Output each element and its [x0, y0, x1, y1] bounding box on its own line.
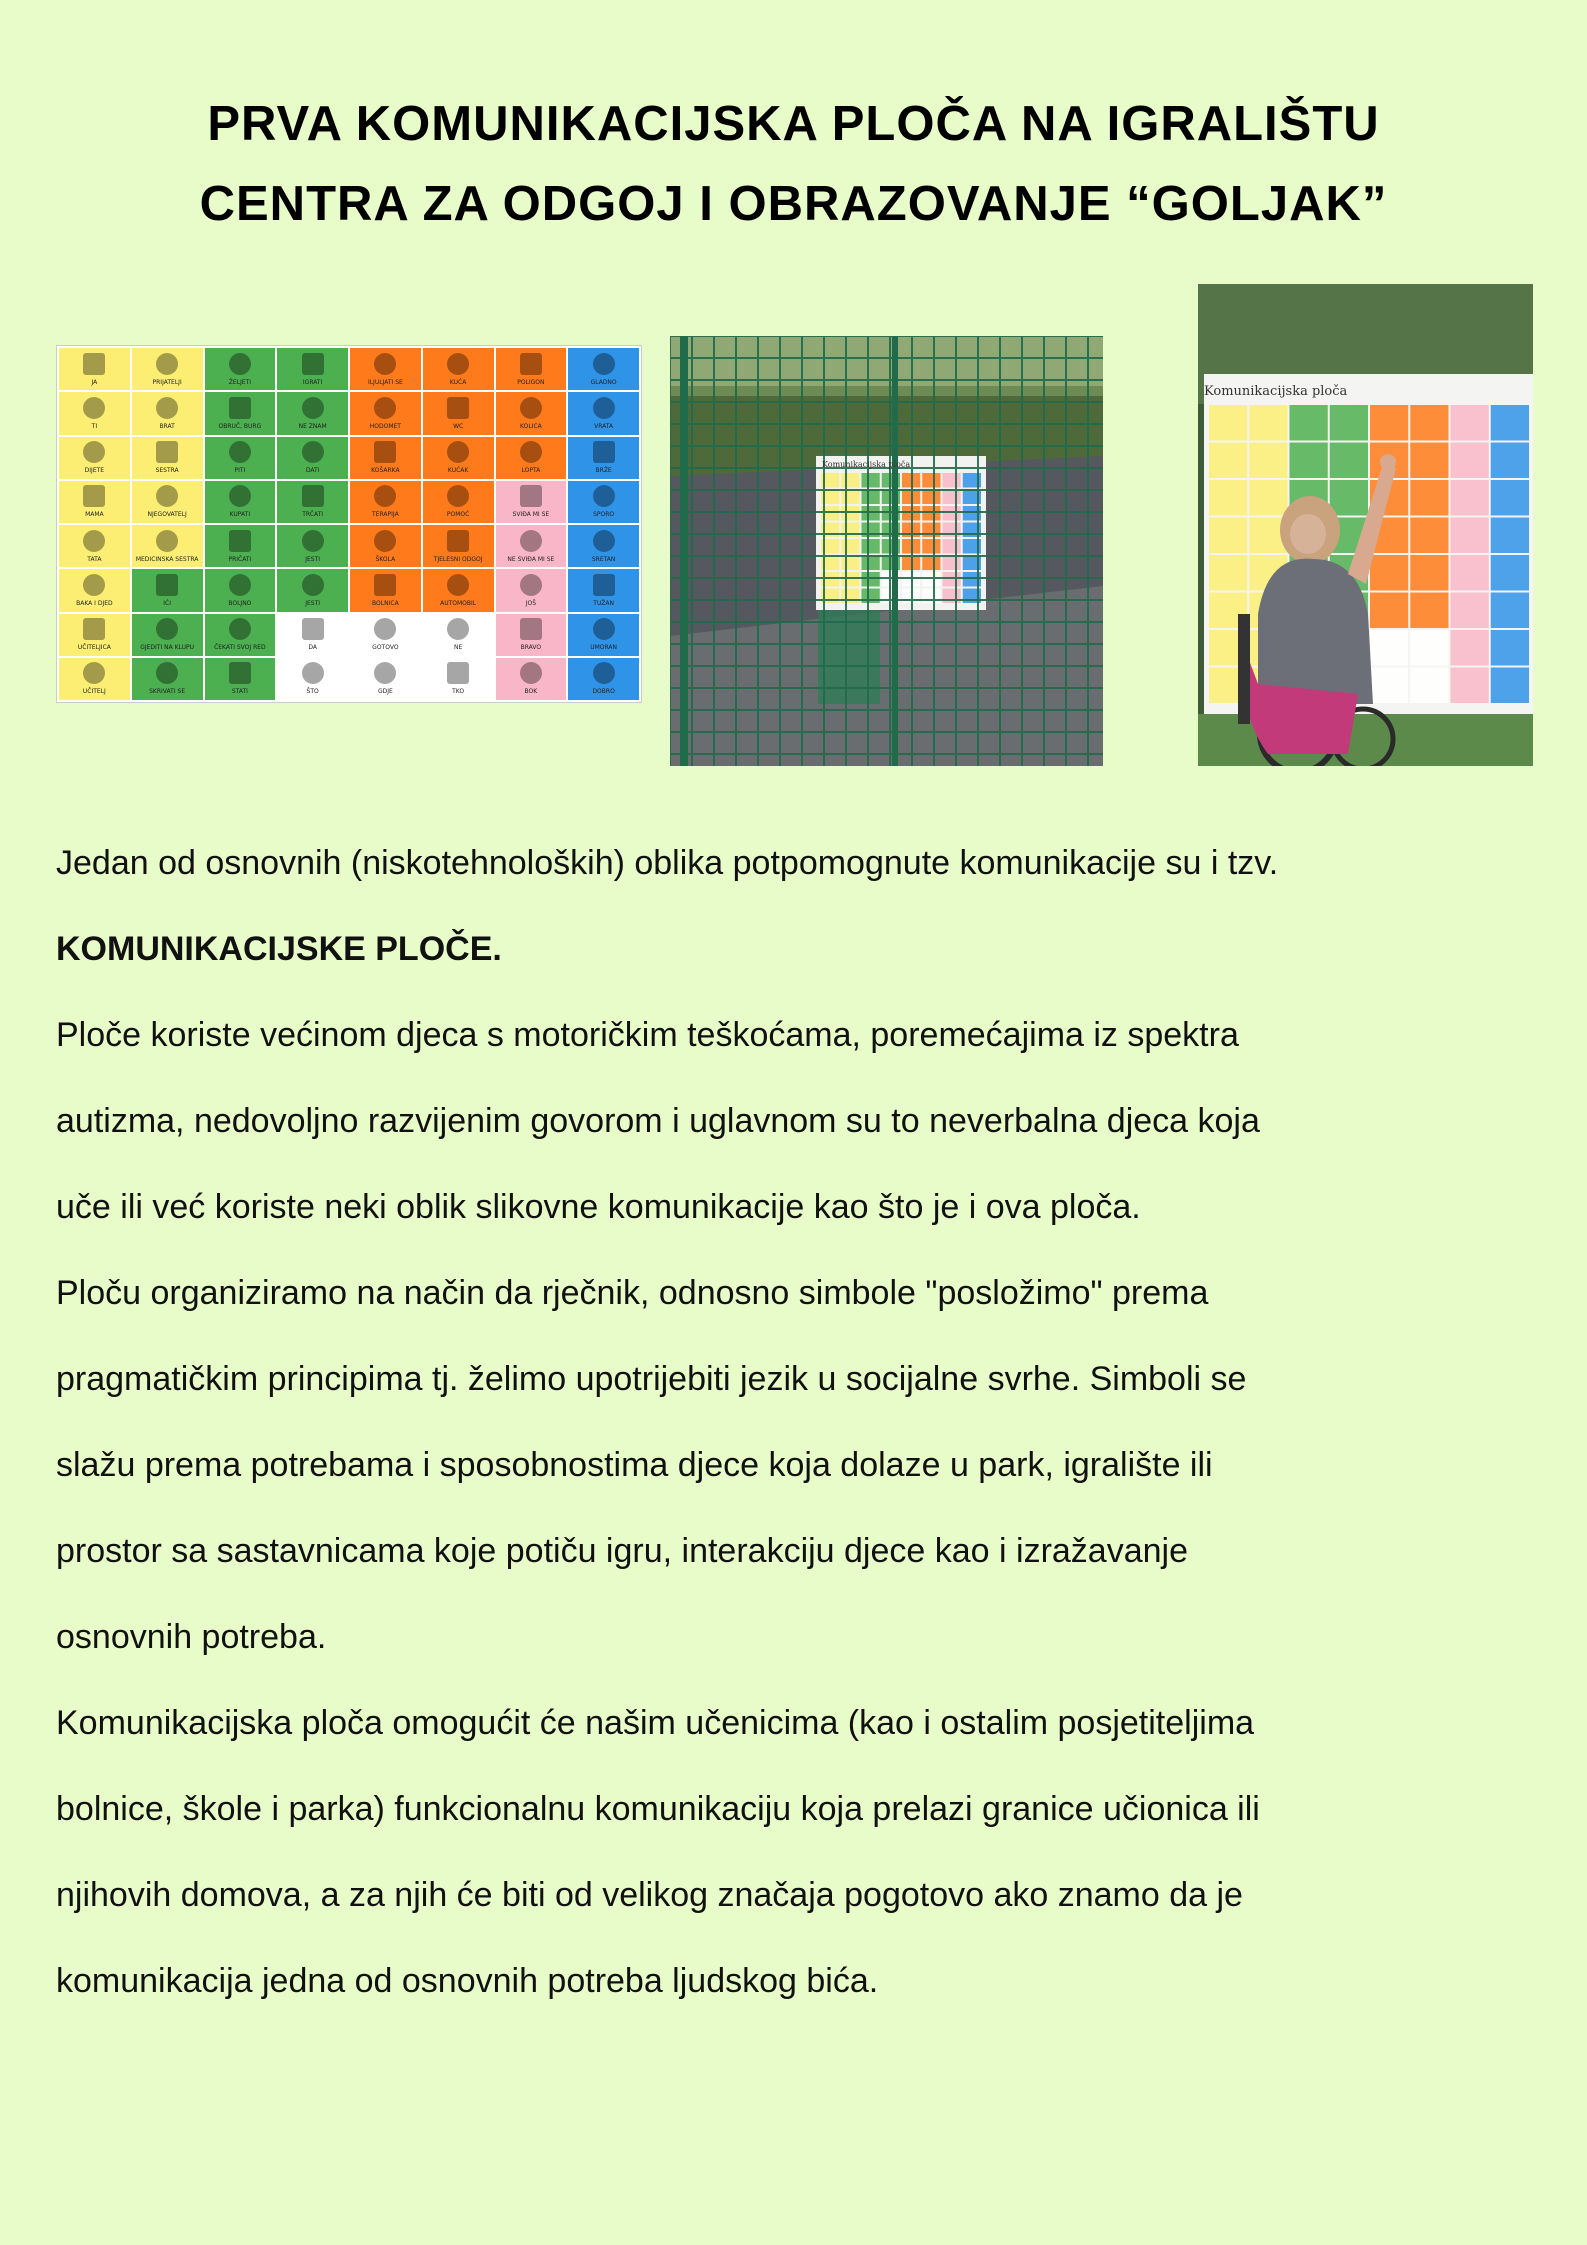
- board-cell: [568, 348, 639, 390]
- board-cell-label: TI: [91, 422, 98, 430]
- board-cell: [568, 481, 639, 523]
- symbol-icon: [83, 530, 105, 552]
- board-cell: [568, 437, 639, 479]
- paragraph-line: uče ili već koriste neki oblik slikovne komunikacije kao što je i ova ploča.: [56, 1188, 1141, 1226]
- mini-board-cell: [1451, 480, 1489, 516]
- symbol-icon: [374, 485, 396, 507]
- mini-board-cell: [1370, 555, 1408, 591]
- symbol-icon: [520, 530, 542, 552]
- board-cell-label: LOPTA: [521, 467, 541, 475]
- symbol-icon: [593, 397, 615, 419]
- board-cell-label: OBRUČ, BURG: [218, 422, 262, 430]
- mini-board-cell: [943, 473, 961, 488]
- board-cell: [132, 614, 203, 656]
- symbol-icon: [302, 397, 324, 419]
- board-cell: [496, 614, 567, 656]
- child-pointing-photo: [1198, 284, 1533, 766]
- symbol-icon: [83, 662, 105, 684]
- board-cell-label: SRETAN: [591, 555, 616, 563]
- mini-board-cell: [1410, 593, 1448, 629]
- symbol-icon: [156, 485, 178, 507]
- board-cell-label: JESTI: [305, 555, 321, 563]
- symbol-icon: [593, 485, 615, 507]
- symbol-icon: [83, 574, 105, 596]
- board-cell: [132, 437, 203, 479]
- mini-board-cell: [1451, 405, 1489, 441]
- board-cell: [423, 392, 494, 434]
- symbol-icon: [302, 530, 324, 552]
- board-cell: [423, 569, 494, 611]
- symbol-icon: [302, 485, 324, 507]
- symbol-icon: [156, 662, 178, 684]
- page-title: [0, 84, 1587, 244]
- board-cell-label: UČITELJ: [82, 688, 106, 696]
- mini-board-cell: [1491, 443, 1529, 479]
- symbol-icon: [447, 485, 469, 507]
- board-cell-label: UČITELJICA: [77, 644, 111, 652]
- board-cell-label: POLIGON: [517, 378, 545, 386]
- mini-board-cell: [1330, 443, 1368, 479]
- symbol-icon: [156, 353, 178, 375]
- mini-board-cell: [1491, 555, 1529, 591]
- board-cell-label: ŠTO: [306, 688, 319, 696]
- symbol-icon: [83, 441, 105, 463]
- board-cell: [423, 348, 494, 390]
- mini-board-cell: [1410, 405, 1448, 441]
- mini-board-cell: [1209, 443, 1247, 479]
- mini-board-cell: [1410, 518, 1448, 554]
- symbol-icon: [83, 618, 105, 640]
- mini-board-cell: [943, 490, 961, 505]
- board-cell: [205, 569, 276, 611]
- board-cell: [350, 614, 421, 656]
- symbol-icon: [83, 397, 105, 419]
- paragraph-line: Jedan od osnovnih (niskotehnoloških) oblika potpomognute komunikacije su i tzv.: [56, 844, 1279, 882]
- mini-board-cell: [922, 490, 940, 505]
- board-cell: [568, 525, 639, 567]
- board-cell-label: DIJETE: [84, 467, 105, 475]
- symbol-icon: [83, 353, 105, 375]
- mini-board-cell: [1370, 630, 1408, 666]
- mini-board-cell: [922, 556, 940, 571]
- board-cell-label: BOLNICA: [372, 599, 399, 607]
- board-cell: [205, 348, 276, 390]
- board-cell: [350, 437, 421, 479]
- mini-board-cell: [1491, 593, 1529, 629]
- board-cell: [568, 658, 639, 700]
- symbol-icon: [447, 530, 469, 552]
- symbol-icon: [447, 618, 469, 640]
- board-cell-label: DA: [308, 644, 317, 652]
- board-cell: [59, 392, 130, 434]
- paragraph-line: Komunikacijska ploča omogućit će našim učenicima (kao i ostalim posjetiteljima: [56, 1704, 1255, 1742]
- symbol-icon: [447, 574, 469, 596]
- mini-board-cell: [922, 539, 940, 554]
- symbol-icon: [520, 397, 542, 419]
- board-cell: [568, 614, 639, 656]
- child-photo-illustration: [1198, 284, 1533, 766]
- symbol-icon: [520, 441, 542, 463]
- board-cell: [59, 525, 130, 567]
- board-cell-label: KUĆA: [449, 378, 467, 386]
- board-cell-label: NJEGOVATELJ: [147, 511, 187, 519]
- symbol-icon: [593, 662, 615, 684]
- mini-board-cell: [1370, 668, 1408, 704]
- board-cell-label: IGRATI: [302, 378, 323, 386]
- board-cell-label: PITI: [234, 467, 246, 475]
- mini-board-cell: [1249, 443, 1287, 479]
- board-cell-label: IĆI: [163, 599, 171, 607]
- symbol-icon: [229, 530, 251, 552]
- board-cell-label: TUŽAN: [593, 599, 614, 607]
- mini-board-cell: [1410, 668, 1448, 704]
- symbol-icon: [520, 662, 542, 684]
- symbol-icon: [302, 618, 324, 640]
- paragraph-line: osnovnih potreba.: [56, 1618, 327, 1656]
- mini-board-cell: [1209, 480, 1247, 516]
- paragraph-line: slažu prema potrebama i sposobnostima djece koja dolaze u park, igralište ili: [56, 1446, 1213, 1484]
- board-cell: [132, 348, 203, 390]
- symbol-icon: [593, 441, 615, 463]
- mini-board-cell: [1491, 518, 1529, 554]
- symbol-icon: [520, 353, 542, 375]
- mini-board-cell: [1209, 405, 1247, 441]
- mini-board-cell: [841, 506, 859, 521]
- board-cell-label: BRAT: [159, 422, 175, 430]
- board-cell: [496, 348, 567, 390]
- paragraph-line: Ploču organiziramo na način da rječnik, odnosno simbole "posložimo" prema: [56, 1274, 1209, 1312]
- board-cell: [350, 481, 421, 523]
- board-cell-label: DATI: [305, 467, 320, 475]
- board-cell: [423, 614, 494, 656]
- board-cell-label: GLADNO: [590, 378, 617, 386]
- board-cell: [59, 348, 130, 390]
- bold-heading: KOMUNIKACIJSKE PLOČE.: [56, 930, 502, 968]
- symbol-icon: [229, 618, 251, 640]
- mini-board-cell: [862, 506, 880, 521]
- mini-board-cell: [1451, 593, 1489, 629]
- mini-board-cell: [1451, 518, 1489, 554]
- mini-board-cell: [1491, 480, 1529, 516]
- board-cell: [568, 392, 639, 434]
- symbol-icon: [229, 441, 251, 463]
- mini-board-cell: [862, 572, 880, 587]
- board-cell-label: ČEKATI SVOJ RED: [214, 644, 266, 652]
- board-cell: [59, 569, 130, 611]
- board-cell-label: BOK: [524, 688, 538, 696]
- symbol-icon: [520, 485, 542, 507]
- board-cell-label: STATI: [231, 688, 248, 696]
- board-cell-label: PRIJATELJI: [152, 378, 182, 386]
- symbol-icon: [156, 574, 178, 596]
- board-cell-label: MEDICINSKA SESTRA: [135, 555, 199, 563]
- board-cell-label: HODOMET: [369, 422, 401, 430]
- board-cell: [423, 481, 494, 523]
- article-body: [56, 820, 1536, 2024]
- symbol-icon: [520, 618, 542, 640]
- fence-photo-illustration: [670, 336, 1103, 766]
- title-line-1: PRVA KOMUNIKACIJSKA PLOČA NA IGRALIŠTU: [207, 97, 1380, 151]
- paragraph-line: autizma, nedovoljno razvijenim govorom i uglavnom su to neverbalna djeca koja: [56, 1102, 1260, 1140]
- symbol-icon: [83, 485, 105, 507]
- symbol-icon: [156, 397, 178, 419]
- symbol-icon: [229, 662, 251, 684]
- board-cell-label: TRČATI: [302, 511, 324, 519]
- mini-board-cell: [1249, 405, 1287, 441]
- board-cell-label: BOLJNO: [228, 599, 252, 607]
- board-cell: [205, 525, 276, 567]
- board-cell-label: BRAVO: [520, 644, 542, 652]
- board-cell-label: PRIČATI: [228, 555, 252, 563]
- symbol-icon: [447, 353, 469, 375]
- mini-board-cell: [841, 473, 859, 488]
- mini-board-cell: [862, 473, 880, 488]
- symbol-icon: [229, 574, 251, 596]
- paragraph-line: komunikacija jedna od osnovnih potreba ljudskog bića.: [56, 1962, 879, 2000]
- symbol-icon: [447, 662, 469, 684]
- board-cell-label: WC: [453, 422, 464, 430]
- board-cell: [59, 481, 130, 523]
- board-cell-label: ILJULJATI SE: [367, 378, 403, 386]
- board-cell: [205, 658, 276, 700]
- board-cell: [350, 392, 421, 434]
- title-line-2: CENTRA ZA ODGOJ I OBRAZOVANJE “GOLJAK”: [199, 177, 1388, 231]
- board-cell: [277, 348, 348, 390]
- symbol-icon: [593, 574, 615, 596]
- board-cell: [132, 481, 203, 523]
- board-cell: [277, 614, 348, 656]
- mini-board-cell: [1491, 668, 1529, 704]
- symbol-icon: [229, 353, 251, 375]
- mini-board-cell: [1410, 443, 1448, 479]
- symbol-icon: [302, 353, 324, 375]
- board-cell-label: SPORO: [593, 511, 615, 519]
- board-cell: [496, 392, 567, 434]
- board-cell: [277, 481, 348, 523]
- mini-board-cell: [862, 490, 880, 505]
- mini-board-cell: [943, 572, 961, 587]
- symbol-icon: [156, 618, 178, 640]
- board-cell-label: JESTI: [305, 599, 321, 607]
- symbol-icon: [229, 397, 251, 419]
- board-cell-label: GDJE: [377, 688, 393, 696]
- paragraph-line: njihovih domova, a za njih će biti od velikog značaja pogotovo ako znamo da je: [56, 1876, 1243, 1914]
- board-cell: [423, 658, 494, 700]
- mini-board-cell: [1209, 518, 1247, 554]
- mini-board-cell: [1451, 443, 1489, 479]
- mini-board-cell: [922, 572, 940, 587]
- board-cell: [423, 525, 494, 567]
- mini-board-cell: [1370, 405, 1408, 441]
- board-cell: [496, 658, 567, 700]
- board-cell-label: DOBRO: [592, 688, 615, 696]
- mini-board-cell: [1249, 480, 1287, 516]
- symbol-icon: [374, 530, 396, 552]
- board-cell: [568, 569, 639, 611]
- symbol-icon: [447, 397, 469, 419]
- mini-board-cell: [922, 506, 940, 521]
- board-cell: [59, 614, 130, 656]
- mini-board-cell: [1330, 480, 1368, 516]
- symbol-icon: [156, 530, 178, 552]
- board-cell-label: SVIĐA MI SE: [512, 511, 550, 519]
- board-cell: [132, 392, 203, 434]
- mini-board-cell: [1290, 443, 1328, 479]
- board-cell-label: JA: [91, 378, 98, 386]
- board-cell: [350, 525, 421, 567]
- mini-board-cell: [1491, 630, 1529, 666]
- symbol-icon: [374, 441, 396, 463]
- mini-board-cell: [1330, 405, 1368, 441]
- symbol-icon: [593, 530, 615, 552]
- board-cell: [132, 658, 203, 700]
- mini-board-cell: [841, 490, 859, 505]
- symbol-icon: [374, 353, 396, 375]
- paragraph-line: pragmatičkim principima tj. želimo upotrijebiti jezik u socijalne svrhe. Simboli se: [56, 1360, 1247, 1398]
- board-cell-label: GOTOVO: [372, 644, 399, 652]
- mini-board-cell: [1410, 480, 1448, 516]
- fence-board-photo: [670, 336, 1103, 766]
- paragraph-line: prostor sa sastavnicama koje potiču igru, interakciju djece kao i izražavanje: [56, 1532, 1188, 1570]
- symbol-icon: [374, 662, 396, 684]
- board-cell-label: JOŠ: [525, 599, 537, 607]
- fence-sign-title: Komunikacijska ploča: [822, 460, 911, 469]
- board-cell: [277, 525, 348, 567]
- board-cell: [59, 658, 130, 700]
- communication-board-image: [56, 345, 642, 703]
- board-cell: [132, 569, 203, 611]
- mini-board-cell: [862, 539, 880, 554]
- board-cell-label: AUTOMOBIL: [440, 599, 477, 607]
- mini-board-cell: [1209, 555, 1247, 591]
- mini-board-cell: [943, 539, 961, 554]
- mini-board-cell: [841, 556, 859, 571]
- board-cell: [205, 614, 276, 656]
- mini-board-cell: [943, 506, 961, 521]
- board-cell-label: KUPATI: [229, 511, 251, 519]
- board-cell: [277, 437, 348, 479]
- board-cell: [496, 437, 567, 479]
- mini-board-cell: [1410, 555, 1448, 591]
- board-cell-label: TKO: [452, 688, 465, 696]
- mini-board-cell: [1451, 630, 1489, 666]
- mini-board-cell: [841, 572, 859, 587]
- board-cell-label: TJELESNI ODGOJ: [433, 555, 483, 563]
- symbol-icon: [447, 441, 469, 463]
- symbol-icon: [374, 397, 396, 419]
- mini-board-cell: [1451, 555, 1489, 591]
- board-cell: [205, 392, 276, 434]
- mini-board-cell: [841, 539, 859, 554]
- symbol-icon: [593, 618, 615, 640]
- symbol-icon: [520, 574, 542, 596]
- board-cell: [277, 569, 348, 611]
- board-cell: [423, 437, 494, 479]
- board-cell: [350, 569, 421, 611]
- symbol-icon: [156, 441, 178, 463]
- board-cell-label: NE ZNAM: [298, 422, 327, 430]
- board-cell: [59, 437, 130, 479]
- board-cell-label: VRATA: [594, 422, 614, 430]
- board-cell-label: KOLICA: [520, 422, 542, 430]
- board-cell: [350, 348, 421, 390]
- symbol-icon: [374, 574, 396, 596]
- board-cell-label: BRŽE: [595, 467, 612, 475]
- board-cell-label: POMOĆ: [446, 511, 470, 519]
- mini-board-cell: [1370, 593, 1408, 629]
- mini-board-cell: [862, 556, 880, 571]
- board-cell-label: NE SVIĐA MI SE: [507, 555, 555, 563]
- board-cell-label: MAMA: [85, 511, 104, 519]
- board-cell-label: KUĆAK: [447, 467, 469, 475]
- symbol-icon: [302, 574, 324, 596]
- mini-board-cell: [922, 473, 940, 488]
- symbol-icon: [302, 441, 324, 463]
- board-cell: [496, 569, 567, 611]
- board-cell-label: SESTRA: [155, 467, 179, 475]
- board-cell-label: SKRIVATI SE: [149, 688, 186, 696]
- board-cell-label: UMORAN: [590, 644, 618, 652]
- symbol-icon: [229, 485, 251, 507]
- board-cell: [205, 481, 276, 523]
- mini-board-cell: [1491, 405, 1529, 441]
- symbol-icon: [593, 353, 615, 375]
- board-cell-label: GJEDITI NA KLUPU: [140, 644, 195, 652]
- mini-board-cell: [1290, 405, 1328, 441]
- mini-board-cell: [1410, 630, 1448, 666]
- paragraph-line: Ploče koriste većinom djeca s motoričkim teškoćama, poremećajima iz spektra: [56, 1016, 1239, 1054]
- board-cell: [277, 392, 348, 434]
- board-cell-label: BAKA I DJED: [76, 599, 113, 607]
- board-cell-label: ŠKOLA: [375, 555, 396, 563]
- board-cell: [205, 437, 276, 479]
- board-cell-label: ŽELJETI: [228, 378, 251, 386]
- board-cell-label: TATA: [87, 555, 102, 563]
- board-cell: [496, 481, 567, 523]
- board-cell-label: TERAPIJA: [372, 511, 399, 519]
- board-cell: [277, 658, 348, 700]
- paragraph-line: bolnice, škole i parka) funkcionalnu komunikaciju koja prelazi granice učionica ili: [56, 1790, 1260, 1828]
- mini-board-cell: [1451, 668, 1489, 704]
- child-photo-sign-title: Komunikacijska ploča: [1204, 384, 1348, 399]
- board-cell: [496, 525, 567, 567]
- board-cell: [350, 658, 421, 700]
- mini-board-cell: [943, 556, 961, 571]
- board-cell: [132, 525, 203, 567]
- board-cell-label: NE: [453, 644, 463, 652]
- symbol-icon: [374, 618, 396, 640]
- board-cell-label: KOŠARKA: [371, 467, 400, 475]
- symbol-icon: [302, 662, 324, 684]
